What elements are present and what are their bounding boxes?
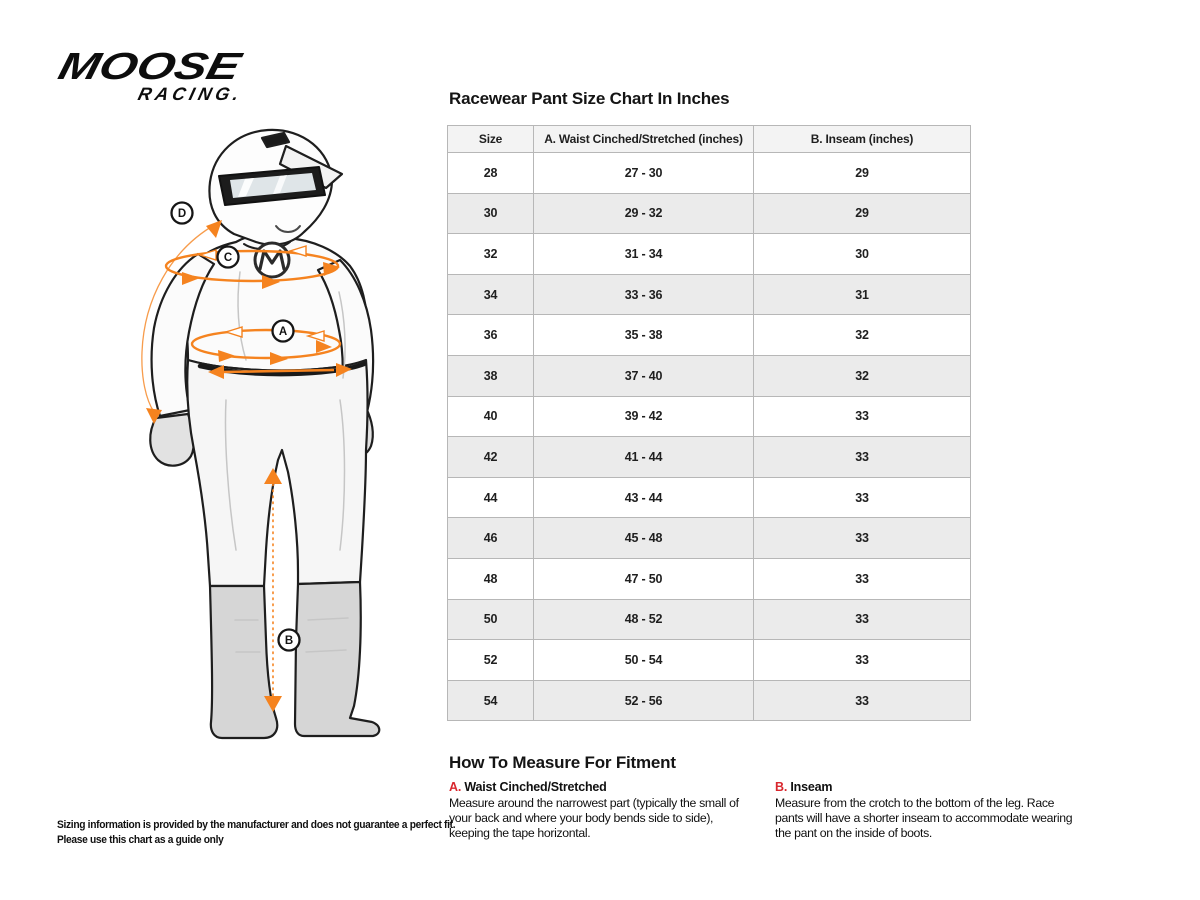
- waist-cell: 37 - 40: [534, 355, 754, 396]
- marker-d: [172, 203, 193, 224]
- column-header-size: Size: [448, 126, 534, 153]
- inseam-cell: 33: [754, 680, 971, 721]
- chest-logo: [255, 243, 289, 277]
- size-cell: 46: [448, 518, 534, 559]
- svg-text:B: B: [284, 635, 294, 647]
- waist-section-heading: [449, 780, 745, 794]
- table-row: [448, 355, 971, 396]
- disclaimer-line-2: Please use this chart as a guide only: [57, 833, 224, 846]
- size-cell: 48: [448, 558, 534, 599]
- logo-racing-text: RACING.: [136, 84, 245, 105]
- table-row: [448, 234, 971, 275]
- inseam-cell: 33: [754, 558, 971, 599]
- how-to-measure-title: How To Measure For Fitment: [449, 753, 676, 772]
- size-cell: 30: [448, 193, 534, 234]
- size-cell: 36: [448, 315, 534, 356]
- table-row: [448, 599, 971, 640]
- header-row: [448, 126, 971, 153]
- table-row: [448, 518, 971, 559]
- inseam-section-letter: B.: [775, 780, 788, 794]
- svg-text:D: D: [177, 208, 187, 220]
- pants: [187, 360, 367, 586]
- column-header-inseam: B. Inseam (inches): [754, 126, 971, 153]
- size-cell: 52: [448, 640, 534, 681]
- table-row: [448, 193, 971, 234]
- inseam-section-heading-text: Inseam: [790, 780, 833, 794]
- size-cell: 54: [448, 680, 534, 721]
- how-to-section-inseam: [775, 780, 1083, 841]
- table-row: [448, 477, 971, 518]
- size-cell: 40: [448, 396, 534, 437]
- logo-moose-text: MOOSE: [54, 45, 245, 88]
- inseam-cell: 33: [754, 640, 971, 681]
- waist-cell: 39 - 42: [534, 396, 754, 437]
- waist-section-body: Measure around the narrowest part (typically the small of your back and where your body bends side to side), keeping the tape horizontal.: [449, 796, 739, 840]
- rider-measurement-diagram: [40, 120, 440, 770]
- right-boot: [295, 582, 379, 736]
- marker-c: [218, 247, 239, 268]
- size-cell: 38: [448, 355, 534, 396]
- waist-cell: 33 - 36: [534, 274, 754, 315]
- inseam-cell: 29: [754, 153, 971, 194]
- waist-cell: 27 - 30: [534, 153, 754, 194]
- svg-text:A: A: [278, 326, 288, 338]
- column-header-waist: A. Waist Cinched/Stretched (inches): [534, 126, 754, 153]
- inseam-cell: 29: [754, 193, 971, 234]
- inseam-cell: 31: [754, 274, 971, 315]
- rider-illustration: [40, 120, 440, 770]
- table-row: [448, 640, 971, 681]
- marker-b: [279, 630, 300, 651]
- moose-racing-logo: [55, 44, 245, 105]
- table-row: [448, 437, 971, 478]
- left-boot: [210, 586, 277, 738]
- inseam-cell: 30: [754, 234, 971, 275]
- waist-cell: 31 - 34: [534, 234, 754, 275]
- size-cell: 32: [448, 234, 534, 275]
- waist-section-heading-text: Waist Cinched/Stretched: [464, 780, 607, 794]
- inseam-cell: 33: [754, 396, 971, 437]
- size-cell: 28: [448, 153, 534, 194]
- table-row: [448, 274, 971, 315]
- table-row: [448, 558, 971, 599]
- waist-cell: 48 - 52: [534, 599, 754, 640]
- how-to-section-waist: [449, 780, 745, 841]
- size-cell: 42: [448, 437, 534, 478]
- inseam-section-body: Measure from the crotch to the bottom of the leg. Race pants will have a shorter inseam to accommodate wearing the pant on the inside of boots.: [775, 796, 1073, 840]
- waist-cell: 45 - 48: [534, 518, 754, 559]
- table-row: [448, 396, 971, 437]
- inseam-cell: 32: [754, 315, 971, 356]
- marker-a: [273, 321, 294, 342]
- size-cell: 44: [448, 477, 534, 518]
- size-cell: 50: [448, 599, 534, 640]
- waist-cell: 41 - 44: [534, 437, 754, 478]
- table-row: [448, 153, 971, 194]
- inseam-cell: 33: [754, 599, 971, 640]
- table-row: [448, 680, 971, 721]
- table-row: [448, 315, 971, 356]
- waist-cell: 35 - 38: [534, 315, 754, 356]
- waist-section-letter: A.: [449, 780, 462, 794]
- size-chart-table: [447, 125, 971, 721]
- size-cell: 34: [448, 274, 534, 315]
- inseam-section-heading: [775, 780, 1083, 794]
- disclaimer-text: [57, 818, 455, 847]
- waist-cell: 52 - 56: [534, 680, 754, 721]
- waist-cell: 50 - 54: [534, 640, 754, 681]
- svg-text:C: C: [223, 252, 233, 264]
- waist-cell: 43 - 44: [534, 477, 754, 518]
- disclaimer-line-1: Sizing information is provided by the manufacturer and does not guarantee a perfect fit.: [57, 819, 456, 831]
- waist-cell: 47 - 50: [534, 558, 754, 599]
- size-chart-title: Racewear Pant Size Chart In Inches: [449, 89, 730, 108]
- inseam-cell: 32: [754, 355, 971, 396]
- waist-cell: 29 - 32: [534, 193, 754, 234]
- inseam-cell: 33: [754, 437, 971, 478]
- left-glove: [150, 414, 194, 466]
- inseam-cell: 33: [754, 477, 971, 518]
- inseam-cell: 33: [754, 518, 971, 559]
